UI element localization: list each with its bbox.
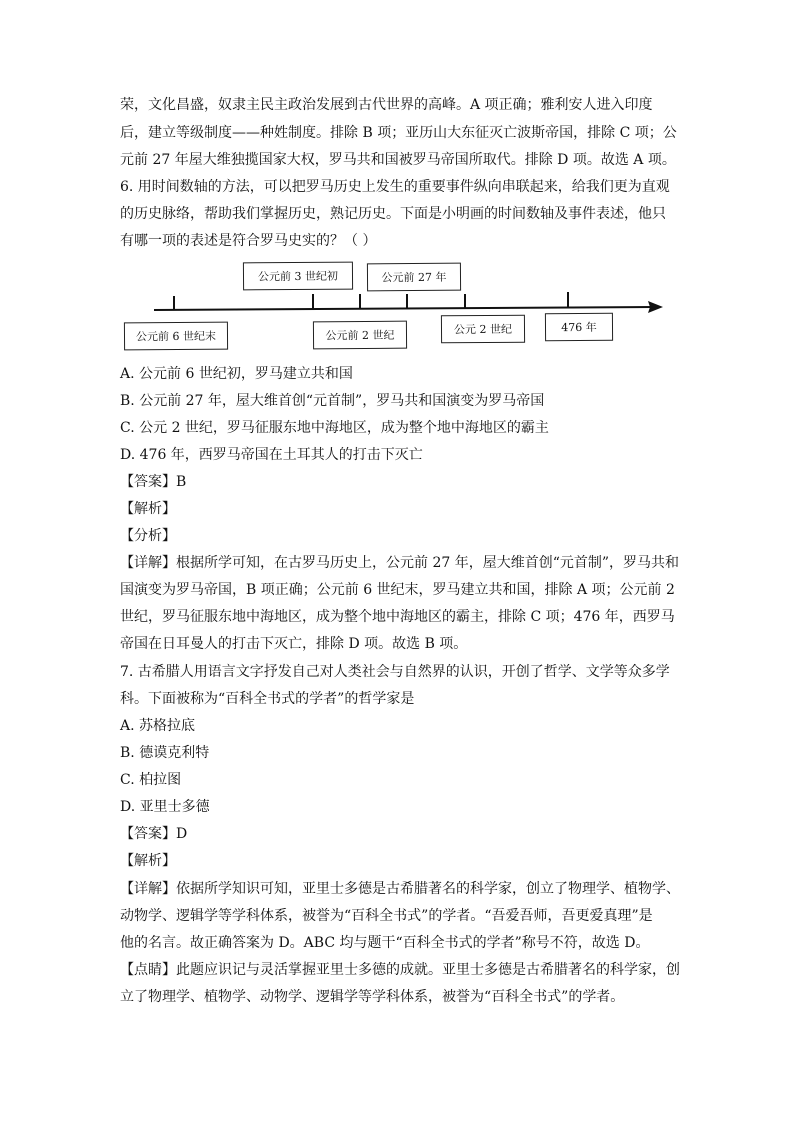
question-6-stem: 的历史脉络，帮助我们掌握历史，熟记历史。下面是小明画的时间数轴及事件表述，他只 bbox=[120, 206, 666, 222]
text-line: 后，建立等级制度——种姓制度。排除 B 项；亚历山大东征灭亡波斯帝国，排除 C 项；公 bbox=[120, 125, 677, 141]
explanation-text: 世纪，罗马征服东地中海地区，成为整个地中海地区的霸主，排除 C 项；476 年，西罗马 bbox=[120, 609, 675, 625]
option-a: A. 公元前 6 世纪初，罗马建立共和国 bbox=[120, 366, 353, 382]
explanation-text: 动物学、逻辑学等学科体系，被誉为“百科全书式”的学者。“吾爱吾师，吾更爱真理”是 bbox=[120, 908, 653, 924]
text-line: 元前 27 年屋大维独揽国家大权，罗马共和国被罗马帝国所取代。排除 D 项。故选 A 项。 bbox=[120, 152, 676, 168]
analysis-heading: 【分析】 bbox=[120, 528, 176, 544]
question-6-stem: 6. 用时间数轴的方法，可以把罗马历史上发生的重要事件纵向串联起来，给我们更为直观 bbox=[120, 179, 670, 195]
timeline-label: 公元 2 世纪 bbox=[441, 315, 525, 344]
timeline-label: 公元前 6 世纪末 bbox=[124, 322, 228, 351]
option-d: D. 476 年，西罗马帝国在土耳其人的打击下灭亡 bbox=[120, 447, 423, 463]
explanation-text: 帝国在日耳曼人的打击下灭亡，排除 D 项。故选 B 项。 bbox=[120, 636, 468, 652]
explanation-text: 他的名言。故正确答案为 D。ABC 均与题干“百科全书式的学者”称号不符，故选 D。 bbox=[120, 935, 650, 951]
explanation-text: 【详解】根据所学可知，在古罗马历史上，公元前 27 年，屋大维首创“元首制”，罗马共和 bbox=[120, 555, 680, 571]
key-point-text: 【点睛】此题应识记与灵活掌握亚里士多德的成就。亚里士多德是古希腊著名的科学家，创 bbox=[120, 962, 680, 978]
timeline-label: 公元前 3 世纪初 bbox=[243, 262, 353, 291]
option-c: C. 公元 2 世纪，罗马征服东地中海地区，成为整个地中海地区的霸主 bbox=[120, 420, 549, 436]
timeline-label: 476 年 bbox=[545, 313, 613, 341]
timeline-label: 公元前 2 世纪 bbox=[313, 321, 407, 350]
option-d: D. 亚里士多德 bbox=[120, 799, 210, 815]
answer-label: 【答案】D bbox=[120, 826, 188, 842]
question-7-stem: 7. 古希腊人用语言文字抒发自己对人类社会与自然界的认识，开创了哲学、文学等众多学 bbox=[120, 664, 670, 680]
key-point-text: 立了物理学、植物学、动物学、逻辑学等学科体系，被誉为“百科全书式”的学者。 bbox=[120, 989, 625, 1005]
text-line: 荣，文化昌盛，奴隶主民主政治发展到古代世界的高峰。A 项正确；雅利安人进入印度 bbox=[120, 97, 653, 113]
explanation-text: 国演变为罗马帝国，B 项正确；公元前 6 世纪末，罗马建立共和国，排除 A 项；公元前 2 bbox=[120, 582, 675, 598]
explanation-text: 【详解】依据所学知识可知，亚里士多德是古希腊著名的科学家，创立了物理学、植物学、 bbox=[120, 881, 680, 897]
analysis-heading: 【解析】 bbox=[120, 501, 176, 517]
option-b: B. 公元前 27 年，屋大维首创“元首制”，罗马共和国演变为罗马帝国 bbox=[120, 393, 545, 409]
timeline-label: 公元前 27 年 bbox=[367, 263, 461, 292]
analysis-heading: 【解析】 bbox=[120, 853, 176, 869]
timeline-diagram bbox=[120, 258, 680, 358]
option-c: C. 柏拉图 bbox=[120, 772, 182, 788]
option-a: A. 苏格拉底 bbox=[120, 718, 196, 734]
answer-label: 【答案】B bbox=[120, 474, 187, 490]
option-b: B. 德谟克利特 bbox=[120, 745, 210, 761]
question-6-stem: 有哪一项的表述是符合罗马史实的？（ ） bbox=[120, 233, 377, 249]
question-7-stem: 科。下面被称为“百科全书式的学者”的哲学家是 bbox=[120, 691, 415, 707]
